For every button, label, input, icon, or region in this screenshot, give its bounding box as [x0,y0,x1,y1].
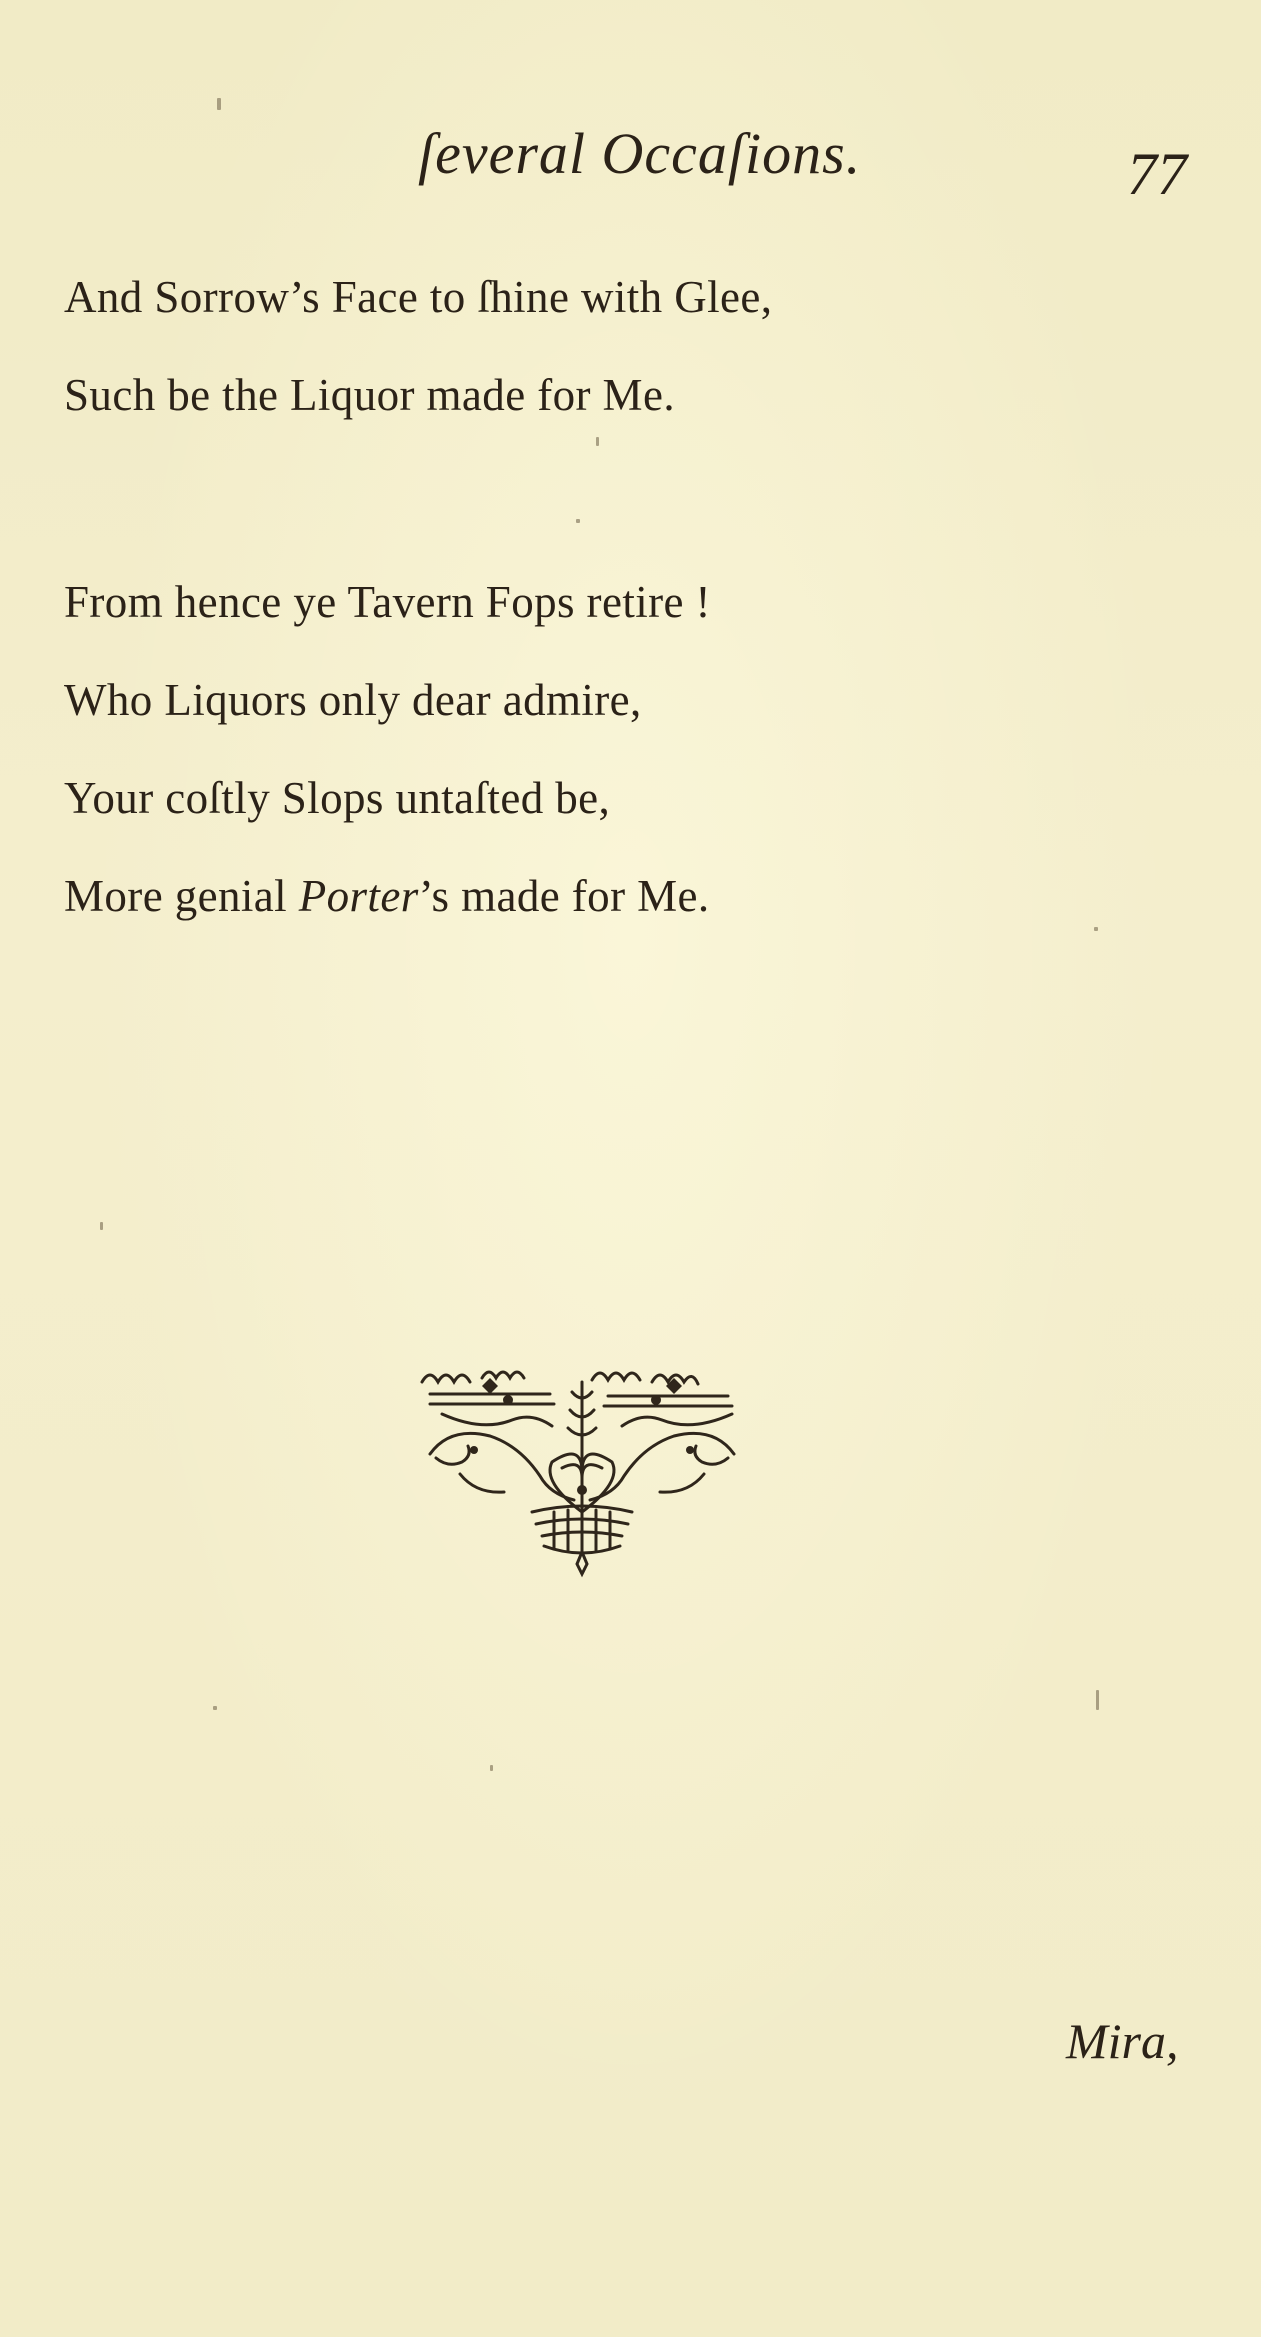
paper-speck [213,1706,217,1710]
running-head: ſeveral Occaſions. [418,121,862,186]
paper-speck [490,1765,493,1771]
verse-line: Who Liquors only dear admire, [64,675,642,725]
verse-line: Such be the Liquor made for Me. [64,370,675,420]
verse-text: More genial [64,871,299,921]
stanza-2 [64,553,711,945]
verse-line: And Sorrow’s Face to ſhine with Glee, [64,272,773,322]
verse-line-with-italic [64,847,711,945]
verse-text: ’s made for Me. [418,871,710,921]
paper-speck [217,98,221,110]
paper-speck [576,519,580,523]
catchword: Mira, [1066,2013,1179,2069]
verse-line: From hence ye Tavern Fops retire ! [64,577,711,627]
page-number: 77 [1127,141,1187,207]
floral-tailpiece-ornament-icon [412,1362,752,1582]
paper-speck [1094,927,1098,931]
verse-line: Your coſtly Slops untaſted be, [64,773,611,823]
paper-speck [100,1222,103,1230]
paper-speck [1096,1690,1099,1710]
italic-word-porter: Porter [298,871,419,921]
stanza-1 [64,248,772,444]
